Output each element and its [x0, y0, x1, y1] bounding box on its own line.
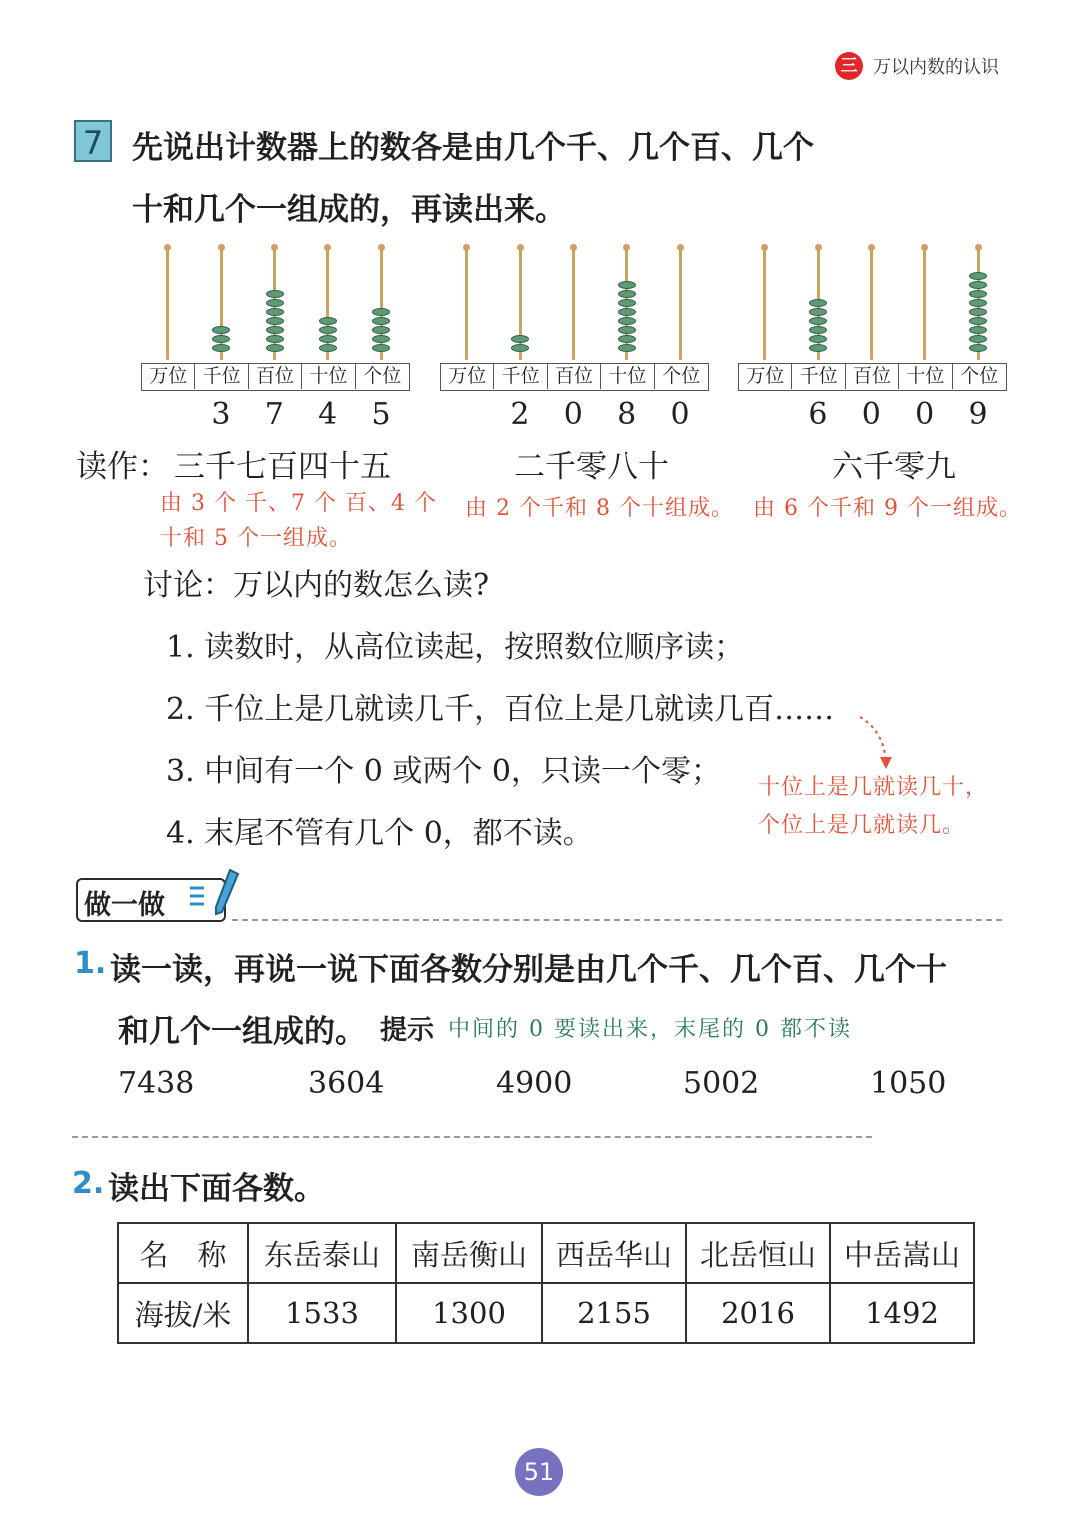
abacus-bead — [266, 290, 284, 298]
abacus-bead — [266, 326, 284, 334]
abacus-1 — [141, 240, 411, 440]
table-row — [118, 1283, 974, 1343]
discussion-title: 讨论：万以内的数怎么读? — [143, 568, 490, 603]
rule-1: 1. 读数时，从高位读起，按照数位顺序读； — [166, 630, 745, 665]
hint-text: 中间的 0 要读出来，末尾的 0 都不读 — [448, 1017, 852, 1042]
place-value-labels — [141, 363, 410, 391]
abacus-rod-cap — [761, 244, 768, 251]
place-value-labels — [738, 363, 1007, 391]
number-5002: 5002 — [683, 1066, 760, 1101]
reading-2: 二千零八十 — [514, 449, 669, 485]
altitude-value: 2016 — [686, 1283, 830, 1343]
abacus-bead — [212, 326, 230, 334]
abacus-rod — [166, 248, 169, 360]
reading-1: 三千七百四十五 — [174, 449, 391, 485]
number-4900: 4900 — [496, 1066, 573, 1101]
abacus-bead — [969, 281, 987, 289]
question-2-number: 2. — [72, 1166, 105, 1201]
abacus-bead — [372, 335, 390, 343]
abacus-bead — [809, 317, 827, 325]
problem-7-line-1: 先说出计数器上的数各是由几个千、几个百、几个 — [132, 130, 814, 166]
abacus-bead — [969, 344, 987, 352]
chapter-title: 万以内数的认识 — [873, 57, 999, 78]
place-value-label: 百位 — [548, 364, 601, 389]
place-digit: 6 — [808, 397, 828, 432]
number-3604: 3604 — [308, 1066, 385, 1101]
place-value-label: 个位 — [662, 365, 701, 387]
abacus-bead — [319, 317, 337, 325]
abacus-rod-cap — [517, 244, 524, 251]
problem-7-line-2: 十和几个一组成的，再读出来。 — [132, 192, 566, 228]
abacus-rod — [870, 248, 873, 360]
abacus-bead — [372, 326, 390, 334]
abacus-bead — [969, 290, 987, 298]
question-1-number: 1. — [74, 946, 107, 981]
abacus-rod-cap — [868, 244, 875, 251]
abacus-rod-cap — [623, 244, 630, 251]
abacus-bead — [809, 299, 827, 307]
table-row — [118, 1223, 974, 1283]
place-digit: 9 — [968, 397, 988, 432]
abacus-rod — [465, 248, 468, 360]
place-value-label: 千位 — [792, 364, 845, 389]
abacus-rod-cap — [324, 244, 331, 251]
abacus-bead — [212, 344, 230, 352]
abacus-bead — [618, 299, 636, 307]
place-value-label: 万位 — [441, 364, 494, 389]
table-header-altitude: 海拔/米 — [118, 1283, 248, 1343]
abacus-bead — [969, 299, 987, 307]
abacus-bead — [319, 344, 337, 352]
abacus-3 — [738, 240, 1008, 440]
place-digit: 4 — [318, 397, 338, 432]
abacus-2 — [440, 240, 710, 440]
abacus-bead — [969, 308, 987, 316]
question-1-line-1: 读一读，再说一说下面各数分别是由几个千、几个百、几个十 — [110, 952, 947, 988]
place-value-labels — [440, 363, 709, 391]
abacus-bead — [319, 326, 337, 334]
place-value-label: 个位 — [960, 365, 999, 387]
abacus-rod-cap — [271, 244, 278, 251]
rule-4: 4. 末尾不管有几个 0，都不读。 — [166, 816, 593, 851]
place-value-label: 十位 — [302, 364, 355, 389]
abacus-bead — [618, 335, 636, 343]
peak-name: 南岳衡山 — [396, 1223, 542, 1283]
abacus-rod-cap — [677, 244, 684, 251]
table-header-name: 名 称 — [118, 1223, 248, 1283]
abacus-rod-cap — [921, 244, 928, 251]
abacus-bead — [969, 326, 987, 334]
abacus-bead — [319, 335, 337, 343]
abacus-bead — [266, 308, 284, 316]
peak-name: 中岳嵩山 — [830, 1223, 974, 1283]
abacus-bead — [372, 344, 390, 352]
number-1050: 1050 — [870, 1066, 947, 1101]
side-note-1: 十位上是几就读几十， — [758, 775, 989, 800]
abacus-bead — [618, 308, 636, 316]
peak-name: 北岳恒山 — [686, 1223, 830, 1283]
abacus-bead — [618, 290, 636, 298]
altitude-value: 2155 — [542, 1283, 686, 1343]
abacus-bead — [809, 335, 827, 343]
abacus-bead — [809, 326, 827, 334]
abacus-bead — [809, 308, 827, 316]
abacus-bead — [809, 344, 827, 352]
composition-note-3: 由 6 个千和 9 个一组成。 — [753, 496, 1022, 521]
composition-note-1b: 十和 5 个一组成。 — [160, 526, 352, 551]
abacus-rod-cap — [975, 244, 982, 251]
question-1-line-2: 和几个一组成的。 — [118, 1014, 366, 1050]
abacus-bead — [969, 335, 987, 343]
place-value-label: 万位 — [142, 364, 195, 389]
question-divider — [72, 1136, 872, 1138]
composition-note-1a: 由 3 个 千、7 个 百、4 个 — [160, 491, 437, 516]
place-digit: 0 — [915, 397, 935, 432]
abacus-rod — [923, 248, 926, 360]
place-digit: 2 — [510, 397, 530, 432]
mountain-altitude-table — [117, 1222, 975, 1344]
place-value-label: 千位 — [494, 364, 547, 389]
place-digit: 7 — [264, 397, 284, 432]
page-number: 51 — [515, 1448, 563, 1496]
problem-number-badge: 7 — [74, 120, 112, 162]
place-digit: 0 — [670, 397, 690, 432]
place-value-label: 十位 — [899, 364, 952, 389]
peak-name: 西岳华山 — [542, 1223, 686, 1283]
abacus-bead — [212, 335, 230, 343]
peak-name: 东岳泰山 — [248, 1223, 396, 1283]
place-digit: 3 — [211, 397, 231, 432]
composition-note-2: 由 2 个千和 8 个十组成。 — [465, 496, 734, 521]
place-digit: 0 — [563, 397, 583, 432]
abacus-bead — [618, 317, 636, 325]
abacus-bead — [266, 299, 284, 307]
abacus-rod-cap — [218, 244, 225, 251]
section-divider — [232, 919, 1002, 921]
abacus-bead — [511, 335, 529, 343]
abacus-bead — [266, 344, 284, 352]
abacus-rod-cap — [164, 244, 171, 251]
abacus-bead — [372, 317, 390, 325]
place-value-label: 千位 — [195, 364, 248, 389]
chapter-badge: 三 — [835, 52, 863, 80]
place-value-label: 个位 — [363, 365, 402, 387]
abacus-bead — [372, 308, 390, 316]
place-value-label: 十位 — [601, 364, 654, 389]
abacus-bead — [511, 344, 529, 352]
abacus-rod-cap — [378, 244, 385, 251]
abacus-bead — [618, 281, 636, 289]
abacus-rod — [572, 248, 575, 360]
abacus-rod-cap — [570, 244, 577, 251]
abacus-rod-cap — [815, 244, 822, 251]
altitude-value: 1492 — [830, 1283, 974, 1343]
place-digit: 0 — [861, 397, 881, 432]
altitude-value: 1300 — [396, 1283, 542, 1343]
side-note-2: 个位上是几就读几。 — [758, 813, 966, 838]
abacus-bead — [969, 317, 987, 325]
question-2-title: 读出下面各数。 — [108, 1171, 325, 1207]
abacus-bead — [618, 326, 636, 334]
number-7438: 7438 — [118, 1066, 195, 1101]
do-section-title: 做一做 — [84, 890, 165, 921]
abacus-bead — [969, 272, 987, 280]
rule-2: 2. 千位上是几就读几千，百位上是几就读几百…… — [166, 692, 835, 727]
pencil-icon — [186, 866, 242, 918]
place-value-label: 百位 — [846, 364, 899, 389]
abacus-rod-cap — [463, 244, 470, 251]
abacus-bead — [618, 344, 636, 352]
abacus-bead — [266, 335, 284, 343]
place-value-label: 百位 — [249, 364, 302, 389]
hint-label: 提示 — [380, 1015, 434, 1046]
read-label: 读作： — [76, 449, 169, 485]
abacus-rod — [679, 248, 682, 360]
altitude-value: 1533 — [248, 1283, 396, 1343]
abacus-bead — [266, 317, 284, 325]
dotted-arrow-icon — [856, 715, 896, 775]
reading-3: 六千零九 — [832, 449, 956, 485]
place-value-label: 万位 — [739, 364, 792, 389]
place-digit: 8 — [617, 397, 637, 432]
abacus-rod — [763, 248, 766, 360]
place-digit: 5 — [371, 397, 391, 432]
rule-3: 3. 中间有一个 0 或两个 0，只读一个零； — [166, 754, 721, 789]
